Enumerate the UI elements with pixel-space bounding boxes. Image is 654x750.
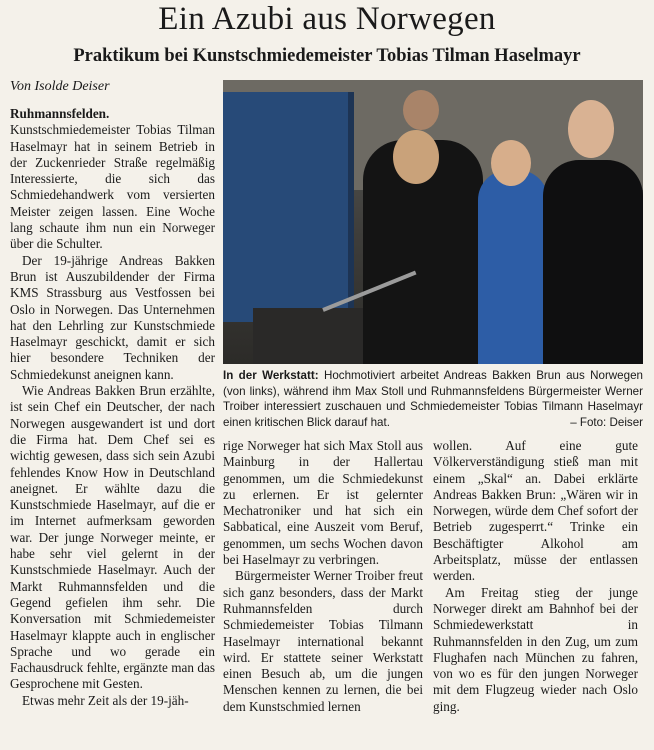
photo-credit: – Foto: Deiser (570, 415, 643, 429)
photo-person-mayor (478, 170, 548, 364)
photo-anvil (253, 308, 363, 364)
paragraph: Am Freitag stieg der junge Norweger direkt am Bahnhof bei der Schmiedewerkstatt in Ruhmannsfelden in den Zug, um zum Flughafen nach München zu fahren, von wo es für den jungen Norweger mit dem Flugzeug wieder nach Oslo ging. (433, 584, 638, 714)
paragraph: wollen. Auf eine gute Völkerverständigung stieß man mit einem „Skal“ an. Dabei erklärte Andreas Bakken Brun: „Wären wir in Norwegen, würde dem Chef sofort der Betrieb zugesperrt.“ Trinke ein Beschäftigter Alkohol am Arbeitsplatz, müsse der entlassen werden. (433, 438, 638, 584)
photo-person-mayor-head (491, 140, 531, 186)
photo-person-master (543, 160, 643, 364)
subheadline: Praktikum bei Kunstschmiedemeister Tobias Tilman Haselmayr (73, 46, 581, 66)
photo-person-apprentice-head (393, 130, 439, 184)
photo-machine (223, 92, 354, 322)
paragraph: Wie Andreas Bakken Brun erzählte, ist sein Chef ein Deutscher, der nach Norwegen ausgewandert ist und dort die Firma hat. Dem Chef sei es wichtig gewesen, dass sich sein Azubi fehlendes Know How in Deutschland aneignet. Er wählte dazu die Kunstschmiede Haselmayr, auf die er im Internet aufmerksam geworden war. Der junge Norweger meinte, er habe sehr viel gelernt in der Kunstschmiede Haselmayr. Auch der Markt Ruhmannsfelden und die Gegend gefielen ihm sehr. Die Konversation mit Schmiedemeister Haselmayr klappte auch in englischer Sprache und wo gerade ein Fachausdruck fehlte, ergänzte man das Gesprochene mit Gesten. (10, 383, 215, 692)
photo-caption (223, 368, 643, 430)
byline: Von Isolde Deiser (10, 79, 110, 94)
paragraph-text: Kunstschmiedemeister Tobias Tilman Haselmayr hat in seinem Betrieb in der Zuckenrieder Straße regelmäßig Interessierte, die sich das Schmiedehandwerk vom versierten Meister zeigen lassen. Eine Woche lang schaute ihm nun ein Norweger über die Schulter. (10, 122, 215, 252)
workshop-photo (223, 80, 643, 364)
article-column-1 (10, 106, 215, 709)
paragraph: Der 19-jährige Andreas Bakken Brun ist Auszubildender der Firma KMS Strassburg aus Vestfossen bei Oslo in Norwegen. Das Unternehmen hat den Lehrling zur Kunstschmiede Haselmayr geschickt, damit er sich hier besondere Techniken der Schmiedekunst aneignen kann. (10, 252, 215, 382)
caption-label: In der Werkstatt: (223, 369, 319, 382)
photo-person-background (403, 90, 439, 130)
paragraph: Etwas mehr Zeit als der 19-jäh- (22, 692, 189, 708)
article-column-3 (433, 438, 638, 715)
article-column-2 (223, 438, 423, 715)
headline: Ein Azubi aus Norwegen (158, 1, 496, 37)
paragraph: Bürgermeister Werner Troiber freut sich ganz besonders, dass der Markt Ruhmannsfelden durch Schmiedemeister Tobias Tilmann Haselmayr international bekannt wird. Er stattete seiner Werkstatt einen Besuch ab, um die jungen Menschen kennen zu lernen, die bei dem Kunstschmied lernen (223, 568, 423, 714)
paragraph: rige Norweger hat sich Max Stoll aus Mainburg in der Hallertau genommen, um die Schmiedekunst zu erlernen. Er ist gelernter Mechatroniker und hat sich ein Sabbatical, eine Auszeit vom Beruf, genommen, um sechs Wochen davon bei Haselmayr zu verbringen. (223, 438, 423, 568)
caption-text: Hochmotiviert arbeitet Andreas Bakken Brun aus Norwegen (von links), während ihm Max Stoll und Ruhmannsfeldens Bürgermeister Werner Troiber interessiert zuschauen und Schmiedemeister Tobias Tilmann Haselmayr einen kritischen Blick darauf hat. (223, 369, 643, 429)
paragraph (10, 106, 215, 253)
photo-person-master-head (568, 100, 614, 158)
dateline: Ruhmannsfelden. (10, 106, 110, 121)
